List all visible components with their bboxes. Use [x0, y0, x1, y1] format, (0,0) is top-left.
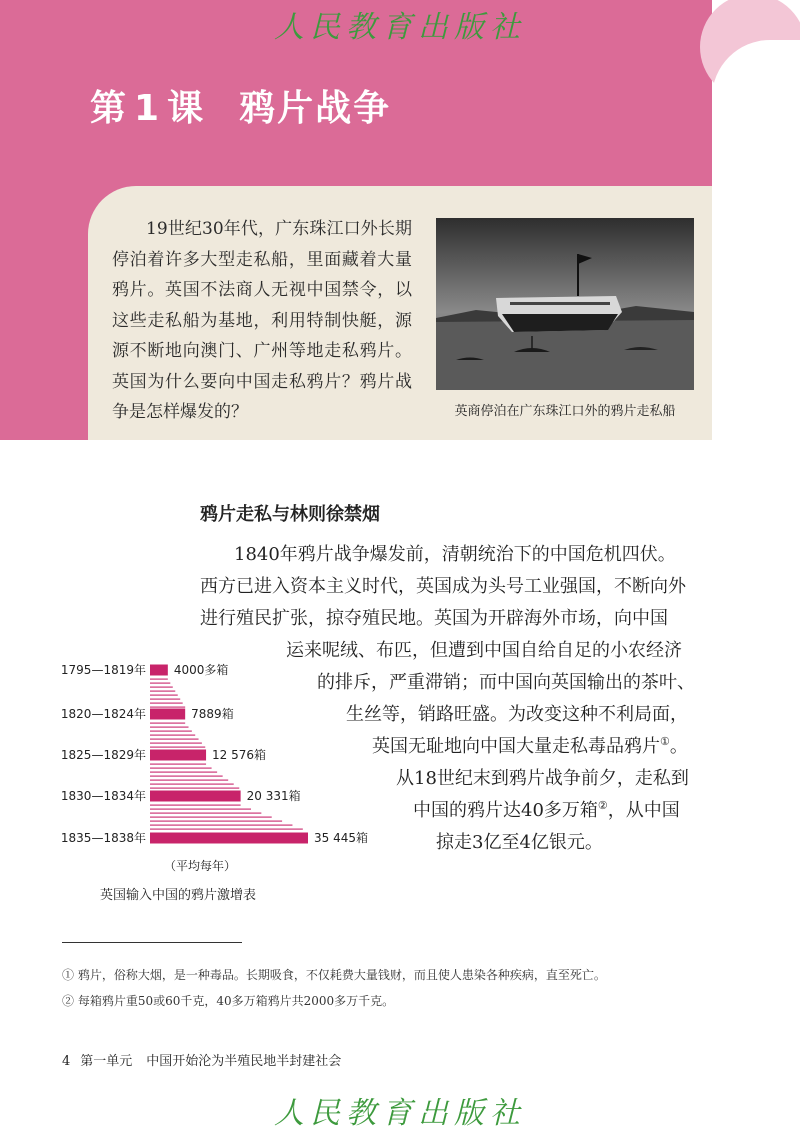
body-line: 进行殖民扩张，掠夺殖民地。英国为开辟海外市场，向中国: [200, 608, 668, 629]
connector-stripe: [150, 687, 173, 688]
body-text: ，从中国: [607, 800, 680, 821]
footnote-2: ② 每箱鸦片重50或60千克，40多万箱鸦片共2000多万千克。: [62, 994, 395, 1008]
footnote-mark: ①: [660, 735, 670, 748]
footnote-1: ① 鸦片，俗称大烟，是一种毒品。长期吸食，不仅耗费大量钱财，而且使人患染各种疾病，直至死亡。: [62, 968, 606, 982]
connector-stripe: [150, 707, 185, 708]
connector-stripe: [150, 735, 195, 736]
connector-stripe: [150, 821, 282, 822]
unit-label: 第一单元: [80, 1054, 133, 1069]
connector-stripe: [150, 772, 217, 773]
chart-category-label: 1835—1838年: [60, 831, 146, 845]
lesson-prefix: 第: [90, 87, 129, 129]
opium-ship-photo: [436, 218, 694, 390]
chart-note: （平均每年）: [164, 859, 237, 873]
connector-stripe: [150, 703, 183, 704]
body-line: 生丝等，销路旺盛。为改变这种不利局面，: [346, 704, 688, 725]
connector-stripe: [150, 817, 272, 818]
connector-stripe: [150, 747, 205, 748]
body-line: 英国无耻地向中国大量走私毒品鸦片①。: [372, 735, 688, 757]
connector-stripe: [150, 813, 261, 814]
chart-bar: [150, 750, 206, 761]
publisher-logo-top: 人民教育出版社: [274, 10, 526, 45]
page-number: 4: [62, 1054, 71, 1069]
chart-category-label: 1795—1819年: [60, 663, 146, 677]
publisher-logo-bottom: 人民教育出版社: [274, 1096, 526, 1131]
chart-value-label: 7889箱: [191, 707, 234, 721]
footnote-mark: ②: [597, 799, 608, 812]
chart-category-label: 1830—1834年: [60, 789, 146, 803]
lesson-number: 1: [134, 88, 162, 129]
body-line: 运来呢绒、布匹，但遭到中国自给自足的小农经济: [286, 640, 682, 661]
connector-stripe: [150, 825, 292, 826]
chart-value-label: 35 445箱: [314, 831, 368, 845]
chart-value-label: 12 576箱: [212, 748, 267, 762]
chart-caption: 英国输入中国的鸦片激增表: [100, 888, 257, 903]
connector-stripe: [150, 780, 228, 781]
body-line: 从18世纪末到鸦片战争前夕，走私到: [396, 768, 689, 789]
connector-stripe: [150, 809, 251, 810]
page-footer: [62, 1050, 341, 1069]
chart-value-label: 20 331箱: [246, 789, 301, 803]
intro-text: 19世纪30年代，广东珠江口外长期停泊着许多大型走私船，里面藏着大量鸦片。英国不法商人无视中国禁令，以这些走私船为基地，利用特制快艇，源源不断地向澳门、广州等地走私鸦片。英国为什么要向中国走私鸦片？鸦片战争是怎样爆发的？: [112, 219, 412, 422]
body-text: 中国的鸦片达40多万箱: [413, 800, 598, 821]
connector-stripe: [150, 776, 223, 777]
body-line: 西方已进入资本主义时代，英国成为头号工业强国，不断向外: [200, 576, 686, 597]
chart-category-label: 1825—1829年: [60, 748, 146, 762]
lesson-name: 鸦片战争: [239, 87, 392, 129]
connector-stripe: [150, 764, 206, 765]
body-line: 1840年鸦片战争爆发前，清朝统治下的中国危机四伏。: [234, 544, 676, 565]
chart-bar: [150, 709, 185, 720]
unit-title: 中国开始沦为半殖民地半封建社会: [146, 1054, 342, 1069]
opium-import-chart: [40, 652, 400, 880]
lesson-suffix: 课: [167, 87, 206, 129]
connector-stripe: [150, 683, 170, 684]
body-line: 的排斥，严重滞销；而中国向英国输出的茶叶、: [317, 672, 695, 693]
connector-stripe: [150, 743, 202, 744]
connector-stripe: [150, 727, 189, 728]
connector-stripe: [150, 784, 234, 785]
connector-stripe: [150, 768, 212, 769]
chart-bar: [150, 833, 308, 844]
connector-stripe: [150, 805, 241, 806]
connector-stripe: [150, 699, 180, 700]
chart-value-label: 4000多箱: [173, 663, 229, 677]
body-text: 英国无耻地向中国大量走私毒品鸦片: [372, 736, 660, 757]
connector-stripe: [150, 731, 192, 732]
connector-stripe: [150, 723, 185, 724]
body-line: 掠走3亿至4亿银元。: [436, 832, 603, 853]
connector-stripe: [150, 679, 168, 680]
chart-bar: [150, 665, 168, 676]
body-line: [413, 799, 680, 823]
connector-stripe: [150, 788, 239, 789]
chart-category-label: 1820—1824年: [60, 707, 146, 721]
connector-stripe: [150, 829, 303, 830]
photo-caption: 英商停泊在广东珠江口外的鸦片走私船: [454, 404, 676, 419]
connector-stripe: [150, 739, 199, 740]
chart-bar: [150, 791, 241, 802]
connector-stripe: [150, 695, 178, 696]
footnote-rule: [62, 942, 242, 943]
connector-stripe: [150, 691, 175, 692]
lesson-title: [90, 80, 391, 131]
section-title: 鸦片走私与林则徐禁烟: [200, 504, 380, 525]
